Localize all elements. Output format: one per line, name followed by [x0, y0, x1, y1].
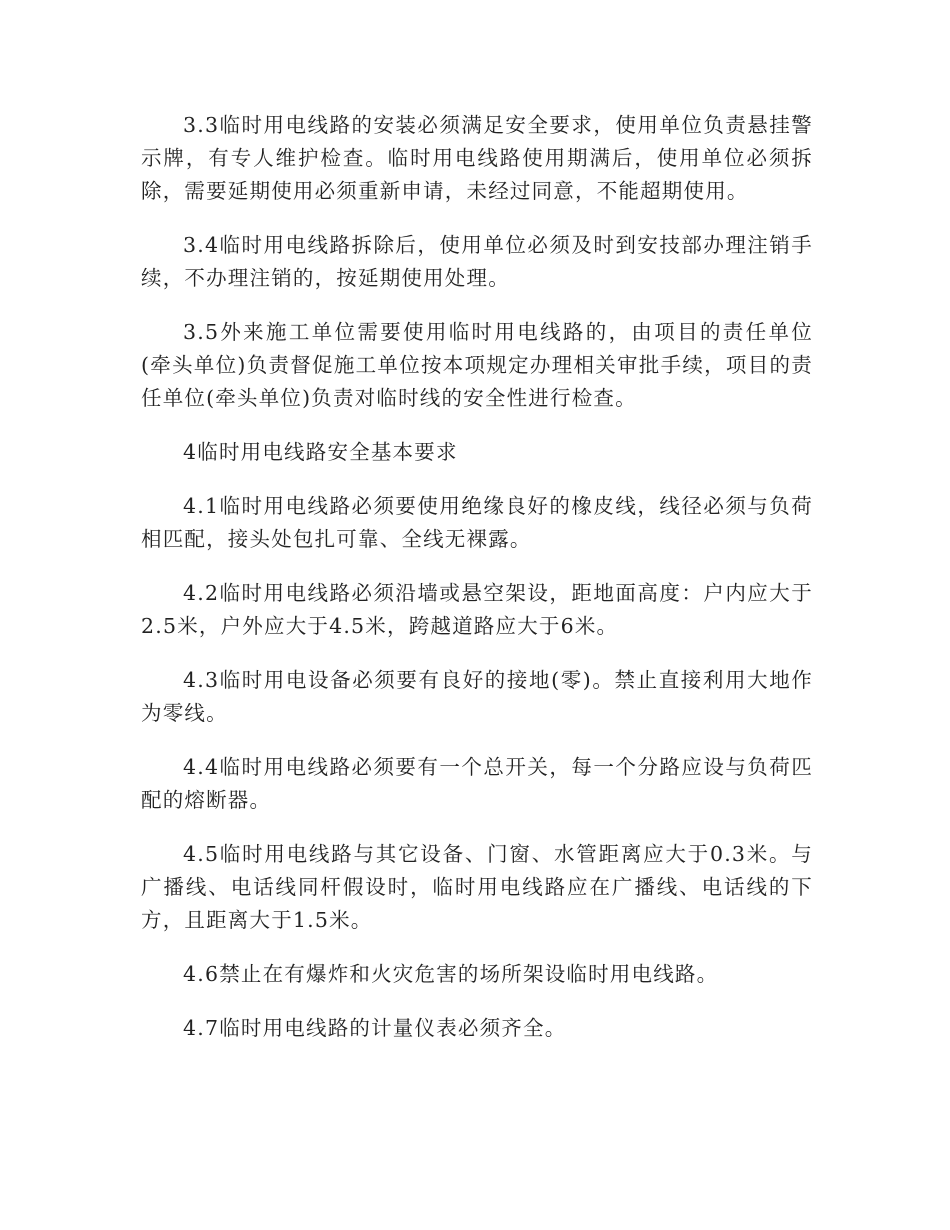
document-body: [141, 109, 813, 1066]
paragraph-4-2: 4.2临时用电线路必须沿墙或悬空架设，距地面高度：户内应大于2.5米，户外应大于4.5米，跨越道路应大于6米。: [141, 581, 813, 638]
paragraph-4-5: 4.5临时用电线路与其它设备、门窗、水管距离应大于0.3米。与广播线、电话线同杆假设时，临时用电线路应在广播线、电话线的下方，且距离大于1.5米。: [141, 842, 813, 932]
paragraph-3-5: 3.5外来施工单位需要使用临时用电线路的，由项目的责任单位(牵头单位)负责督促施工单位按本项规定办理相关审批手续，项目的责任单位(牵头单位)负责对临时线的安全性进行检查。: [141, 320, 813, 410]
paragraph-3-4: 3.4临时用电线路拆除后，使用单位必须及时到安技部办理注销手续，不办理注销的，按延期使用处理。: [141, 233, 813, 290]
section-heading-4: 4临时用电线路安全基本要求: [183, 440, 458, 464]
paragraph-4-6: 4.6禁止在有爆炸和火灾危害的场所架设临时用电线路。: [183, 962, 719, 986]
paragraph-4-3: 4.3临时用电设备必须要有良好的接地(零)。禁止直接利用大地作为零线。: [141, 668, 813, 725]
paragraph-3-3: 3.3临时用电线路的安装必须满足安全要求，使用单位负责悬挂警示牌，有专人维护检查。临时用电线路使用期满后，使用单位必须拆除，需要延期使用必须重新申请，未经过同意，不能超期使用。: [141, 113, 813, 203]
paragraph-4-1: 4.1临时用电线路必须要使用绝缘良好的橡皮线，线径必须与负荷相匹配，接头处包扎可靠、全线无裸露。: [141, 494, 813, 551]
paragraph-4-7: 4.7临时用电线路的计量仪表必须齐全。: [183, 1016, 567, 1040]
paragraph-4-4: 4.4临时用电线路必须要有一个总开关，每一个分路应设与负荷匹配的熔断器。: [141, 755, 813, 812]
